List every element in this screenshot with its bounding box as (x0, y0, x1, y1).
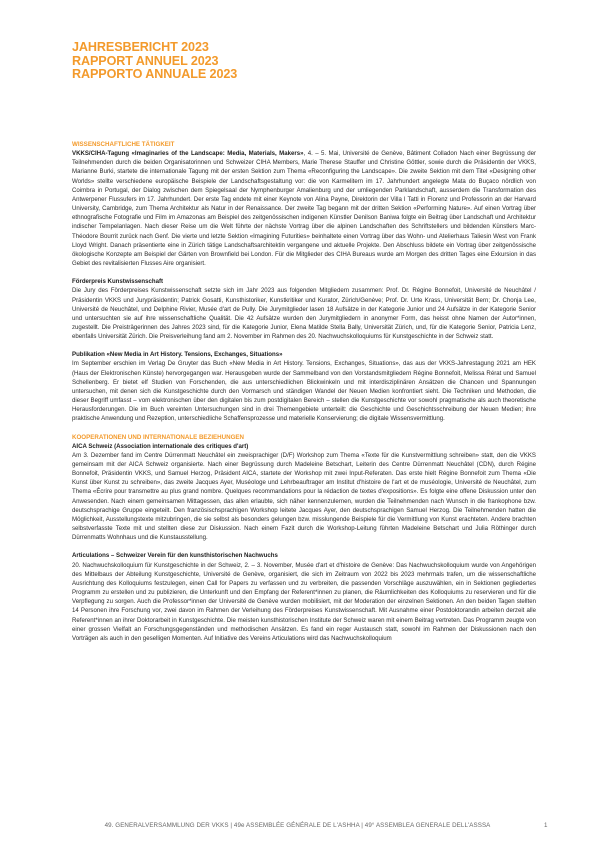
footer-assembly-text: 49. GENERALVERSAMMLUNG DER VKKS | 49e ASSEMBLÉE GÉNÉRALE DE L'ASHHA | 49° ASSEMBLEA GENERALE DELL'ASSSA (104, 822, 491, 829)
ciha-conference-lead: VKKS/CIHA-Tagung «Imaginaries of the Landscape: Media, Materials, Makers» (72, 150, 304, 158)
subheading-foerderpreis: Förderpreis Kunstwissenschaft (72, 278, 164, 286)
title-french: RAPPORT ANNUEL 2023 (72, 53, 219, 68)
paragraph-articulations: 20. Nachwuchskolloquium für Kunstgeschichte in der Schweiz, 2. – 3. November, Musée d'art et d'histoire de Genève: Das Nachwuchskolloquium wurde von Angehörigen des Mittelbaus der Abteilung Kunstgeschichte, Université de Genève, organisiert, die sich im Zeitraum von 2022 bis 2023 mehrmals trafen, um die wissenschaftliche Ausrichtung des Kolloquiums festzulegen, einen Call for Papers zu verfassen und zu verbreiten, die passenden Vorschläge auszuwählen, ein in Sektionen gegliedertes Programm zu erstellen und zu publizieren, die Unterkunft und den Empfang der Referent*innen zu planen, die Räumlichkeiten des Kolloquiums zu reservieren und für die Verpflegung zu sorgen. Auch die Professor*innen der Université de Genève wurden mobilisiert, mit der Moderation der einzelnen Sektionen. An den beiden Tagen stellten 14 Personen ihre Forschung vor, zwei davon im Rahmen der Verleihung des Förderpreises Kunstwissenschaft. Mit Ausnahme einer Postdoktorandin arbeiten derzeit alle Referent*innen an ihrer Doktorarbeit in Kunstgeschichte. Die meisten kunsthistorischen Institute der Schweiz waren mit einem Beitrag vertreten. Das Programm zeugte von einer grossen Vielfalt an Forschungsgegenständen und methodischen Ansätzen. Es fand ein reger Austausch statt, sowohl im Rahmen der Diskussionen nach den Vorträgen als auch in den geselligen Momenten. Auf Initiative des Vereins Articulations wird das Nachwuchskolloquium (72, 561, 536, 642)
paragraph-foerderpreis: Die Jury des Förderpreises Kunstwissenschaft setzte sich im Jahr 2023 aus folgenden Mitgliedern zusammen: Prof. Dr. Régine Bonnefoit, Université de Neuchâtel / Präsidentin VKKS und Jurypräsidentin; Patrick Gosatti, Kunsthistoriker, Kunstkritiker und Kurator, Zürich/Genève; Prof. Dr. Urte Krass, Universität Bern; Dr. Chonja Lee, Université de Neuchâtel, und Delphine Rivier, Musée d'art de Pully. Die Jurymitglieder lasen 18 Aufsätze in der Kategorie Junior und 24 Aufsätze in der Kategorie Senior und untersuchten sie auf ihre wissenschaftliche Qualität. Die 42 Aufsätze wurden den Jurymitgliedern in anonymer Form, das heisst ohne Namen der Autor*innen, zugestellt. Die Preisträgerinnen des Jahres 2023 sind, für die Kategorie Junior, Elena Matilde Stella Bally, Universität Zürich, und, für die Kategorie Senior, Patricia Lenz, ebenfalls Universität Zürich. Die Preisverleihung fand am 2. November im Rahmen des 20. Nachwuchskolloquiums für Kunstgeschichte in der Schweiz statt. (72, 287, 536, 341)
report-title (72, 41, 237, 82)
title-italian: RAPPORTO ANNUALE 2023 (72, 67, 238, 81)
subheading-aica: AICA Schweiz (Association internationale des critiques d'art) (72, 442, 249, 450)
paragraph-publication: Im September erschien im Verlag De Gruyter das Buch «New Media in Art History. Tensions, Exchanges, Situations», das aus der VKKS-Jahrestagung 2021 am HEK (Haus der Elektronischen Künste) hervorgegangen war. Herausgeben wurde der Sammelband von den Vorstandsmitgliedern Régine Bonnefoit, Melissa Rérat und Samuel Schellenberg. Er bietet elf Studien von Forschenden, die aus unterschiedlichen Blickwinkeln und mit interdisziplinären Ansätzen die Chancen und Spannungen untersuchen, mit denen sich die Kunstgeschichte durch den Vormarsch und ständigen Wandel der Neuen Medien konfrontiert sieht. Die Techniken und Methoden, die dieser Begriff umfasst – vom elektronischen über den digitalen bis zum postdigitalen Bereich – stellen die Kunstgeschichte vor sowohl pragmatische als auch theoretische Herausforderungen. Die im Buch vereinten Untersuchungen sind in drei Themengebiete unterteilt: die Geschichte und Geschichtsschreibung der Neuen Medien; ihre praktische Anwendung und Rezeption, unterschiedliche Schaffensprozesse und materielle Konservierung; die digitale Wissensvermittlung. (72, 360, 536, 423)
subheading-articulations: Articulations – Schweizer Verein für den kunsthistorischen Nachwuchs (72, 552, 278, 560)
report-body (72, 140, 536, 643)
paragraph-aica: Am 3. Dezember fand im Centre Dürrenmatt Neuchâtel ein zweisprachiger (D/F) Workshop zum Thema «Texte für die Kunstvermittlung schreiben» statt, den die VKKS gemeinsam mit der AICA Schweiz organisierte. Nach einer Begrüssung durch Madeleine Betschart, Leiterin des Centre Dürrenmatt Neuchâtel (CDN), durch Régine Bonnefoit, Präsidentin VKKS, und Samuel Herzog, Präsident AICA, startete der Workshop mit zwei Input-Referaten. Das erste hielt Régine Bonnefoit zum Thema «Die Kunst über Kunst zu schreiben», das zweite Jacques Ayer, Muséologe und Lehrbeauftrager am Institut d'histoire de l'art et de muséologie, Université de Neuchâtel, zum Thema «Écrire pour transmettre au plus grand nombre. Quelques recommandations pour la rédaction de textes d'expositions». Es folgte eine offene Diskussion unter den Anwesenden. Nach einem gemeinsamen Mittagessen, das allen erlaubte, sich näher kennenzulernen, wurden die Teilnehmenden nach Wunsch in die frankophone bzw. deutschsprachige Gruppe eingeteilt. Den französischsprachigen Workshop leitete Jacques Ayer, den deutschsprachigen Samuel Herzog. Die Teilnehmenden hatten die Möglichkeit, Ausstellungstexte mitzubringen, die sie selbst als besonders gelungen bzw. misslungende Beispiele für die Vermittlung von Kunst erachteten. Andere brachten selbstverfasste Texte mit und stellten diese zur Diskussion. Nach einem Fazit durch die Workshop-Leitung führten Madeleine Betschart und Julia Röthinger durch Dürrenmatts Wohnhaus und die Kunstausstellung. (72, 451, 536, 542)
subheading-publication: Publikation «New Media in Art History. Tensions, Exchanges, Situations» (72, 351, 283, 359)
section-heading-scientific: WISSENSCHAFTLICHE TÄTIGKEIT (72, 141, 175, 148)
page-number: 1 (544, 822, 548, 829)
section-heading-cooperations: KOOPERATIONEN UND INTERNATIONALE BEZIEHUNGEN (72, 433, 244, 441)
paragraph-ciha-conference (72, 149, 536, 268)
title-german: JAHRESBERICHT 2023 (72, 40, 209, 54)
ciha-conference-text: , 4. – 5. Mai, Université de Genève, Bâtiment Colladon Nach einer Begrüssung der Teilnehmenden durch die beiden Organisatorinnen und Schweizer CIHA Members, Marie Therese Stauffer und Christine Göttler, sowie durch die Präsidentin der VKKS, Marianne Burki, startete die internationale Tagung mit der ersten Sektion zum Thema «Reconfiguring the Landscape». Die zweite Sektion mit dem Titel «Designing other Worlds» stellte verschiedene europäische Beispiele der Landschaftsgestaltung vor: die von Karmelitern im 17. Jahrhundert angelegte Mata do Buçaco nördlich von Coimbra in Portugal, der Dialog zwischen dem Spiegelsaal der Nymphenburger Amalienburg und der umliegenden Parklandschaft, ausserdem die Transformation des Antwerpener Flussufers im 17. Jahrhundert. Der erste Tag endete mit einer Keynote von Alina Payne, Direktorin der Villa I Tatti in Florenz und Professorin an der Harvard University, Cambridge, zum Thema Architektur als Natur in der Renaissance. Der zweite Tag begann mit der dritten Sektion «Performing Nature». Auf einen Vortrag über ethnografische Fotografie und Film im Amazonas am Beispiel des zeitgenössischen indigenen Künstler Denilson Baniwa folgte ein Beitrag über Landschaft und Architektur indischer Tempelanlagen. Nach dieser Reise um die Welt führte der nächste Vortrag über die alpinen Landschaften des Schriftstellers und bildenden Künstlers Marc-Théodore Bourrit zurück nach Genf. Die vierte und letzte Sektion «Imagining Futurities» beinhaltete einen Vortrag über das Wohn- und Atelierhaus Taliesin West von Frank Lloyd Wright. Danach präsentierte eine in Zürich tätige Landschaftsarchitektin vergangene und aktuelle Projekte. Den Abschluss bildete ein Vortrag über zeitgenössische ökologische Konzepte am Beispiel der Gärten von Brownfield bei London. Für die Mitglieder des CIHA Bureaus wurde am Morgen des dritten Tages eine Exkursion in das Gebiet des revitalisierten Flusses Aire organisiert. (72, 150, 536, 268)
